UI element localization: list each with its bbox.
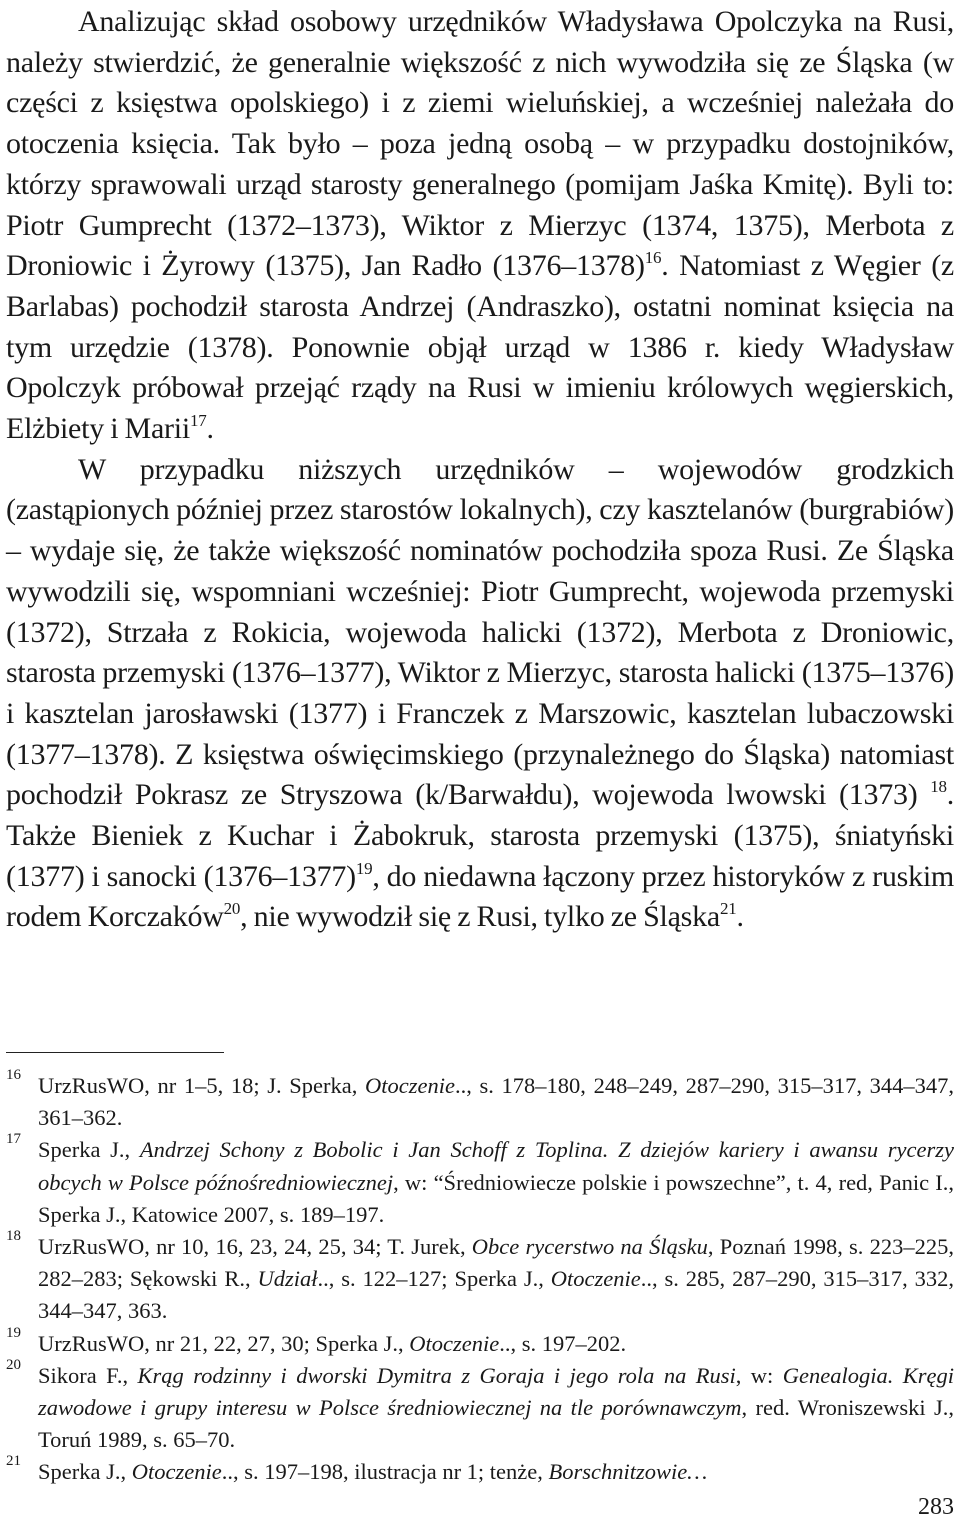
footnote [6,1067,954,1134]
italic-title: Otoczenie [409,1330,500,1356]
document-page [6,0,954,1532]
footnote-text: Sikora F., Krąg rodzinny i dworski Dymitra z Goraja i jego rola na Rusi, w: Genealogia. Kręgi zawodowe i grupy interesu w Polsce średniowiecznej na tle porównawczym, red. Wroniszewski J., Toruń 1989, s. 65–70. [38,1362,954,1453]
footnote-number: 16 [6,1067,21,1083]
footnote-ref: 19 [355,858,373,878]
italic-title: Krąg rodzinny i dworski Dymitra z Goraja i jego rola na Rusi [137,1362,736,1388]
footnote-text: Sperka J., Otoczenie.., s. 197–198, ilustracja nr 1; tenże, Borschnitzowie… [38,1459,708,1485]
footnote-text: UrzRusWO, nr 10, 16, 23, 24, 25, 34; T. Jurek, Obce rycerstwo na Śląsku, Poznań 1998, s. 223–225, 282–283; Sękowski R., Udział.., s. 122–127; Sperka J., Otoczenie.., s. 285, 287–290, 315–317, 332, 344–347, 363. [38,1234,955,1324]
footnote-ref: 18 [930,777,947,797]
footnote-number: 21 [6,1453,21,1470]
paragraph: W przypadku niższych urzędników – wojewodów grodzkich (zastąpionych później przez starostów lokalnych), czy kasztelanów (burgrabiów) – wydaje się, że także większość nominatów pochodziła spoza Rusi. Ze Śląska wywodzili się, wspomniani wcześniej: Piotr Gumprecht, wojewoda przemyski (1372), Strzała z Rokicia, wojewoda halicki (1372), Merbota z Droniowic, starosta przemyski (1376–1377), Wiktor z Mierzyc, starosta halicki (1375–1376) i kasztelan jarosławski (1377) i Franczek z Marszowic, kasztelan lubaczowski (1377–1378). Z księstwa oświęcimskiego (przynależnego do Śląska) natomiast pochodził Pokrasz ze Stryszowa (k/Barwałdu), wojewoda lwowski (1373) $^{18}$. Także Bieniek z Kuchar i Żabokruk, starosta przemyski (1375), śniatyński (1377) i sanocki (1376–1377)$^{19}$, do niedawna łączony przez historyków z ruskim rodem Korczaków$^{20}$, nie wywodził się z Rusi, tylko ze Śląska$^{21}$. [6,452,954,934]
footnote-number: 18 [6,1228,21,1245]
footnote-ref: 20 [223,899,241,919]
footnotes [6,1067,955,1489]
main-text [6,2,954,938]
footnote-text: UrzRusWO, nr 21, 22, 27, 30; Sperka J., Otoczenie.., s. 197–202. [38,1330,627,1356]
footnote-text: UrzRusWO, nr 1–5, 18; J. Sperka, Otoczenie.., s. 178–180, 248–249, 287–290, 315–317, 344–347, 361–362. [38,1073,954,1131]
italic-title: Otoczenie [131,1459,222,1485]
footnote-number: 20 [6,1356,21,1373]
italic-title: Borschnitzowie… [548,1459,708,1485]
footnote [6,1356,954,1457]
italic-title: Otoczenie [550,1266,641,1292]
footnote-ref: 21 [719,899,737,919]
italic-title: Udział [257,1266,318,1292]
footnote-ref: 16 [644,248,662,268]
footnote-text: Sperka J., Andrzej Schony z Bobolic i Jan Schoff z Toplina. Z dziejów kariery i awansu rycerzy obcych w Polsce późnośredniowiecznej, w: “Średniowiecze polskie i powszechne”, t. 4, red, Panic I., Sperka J., Katowice 2007, s. 189–197. [38,1137,955,1227]
paragraph: Analizując skład osobowy urzędników Władysława Opolczyka na Rusi, należy stwierdzić, że generalnie większość z nich wywodziła się ze Śląska (w części z księstwa opolskiego) i z ziemi wieluńskiej, a wcześniej należała do otoczenia księcia. Tak było – poza jedną osobą – w przypadku dostojników, którzy sprawowali urząd starosty generalnego (pomijam Jaśka Kmitę). Byli to: Piotr Gumprecht (1372–1373), Wiktor z Mierzyc (1374, 1375), Merbota z Droniowic i Żyrowy (1375), Jan Radło (1376–1378)$^{16}$. Natomiast z Węgier (z Barlabas) pochodził starosta Andrzej (Andraszko), ostatni nominat księcia na tym urzędzie (1378). Ponownie objął urząd w 1386 r. kiedy Władysław Opolczyk próbował przejąć rządy na Rusi w imieniu królowych węgierskich, Elżbiety i Marii$^{17}$. [6,5,954,446]
italic-title: Genealogia. Kręgi zawodowe i grupy interesu w Polsce średniowiecznej na tle porównawczym [38,1362,954,1421]
footnote-number: 19 [6,1324,21,1341]
footnote [6,1324,954,1360]
italic-title: Otoczenie [365,1073,456,1098]
footnote [6,1131,955,1231]
footnote-number: 17 [6,1131,21,1148]
footnote-separator [6,1052,224,1053]
footnote-ref: 17 [189,411,207,431]
footnote [6,1453,954,1488]
footnote [6,1228,955,1328]
page-number: 283 [918,1494,954,1520]
italic-title: Andrzej Schony z Bobolic i Jan Schoff z Toplina. Z dziejów kariery i awansu rycerzy obcych w Polsce późnośredniowiecznej [38,1137,954,1195]
italic-title: Obce rycerstwo na Śląsku [471,1234,708,1260]
